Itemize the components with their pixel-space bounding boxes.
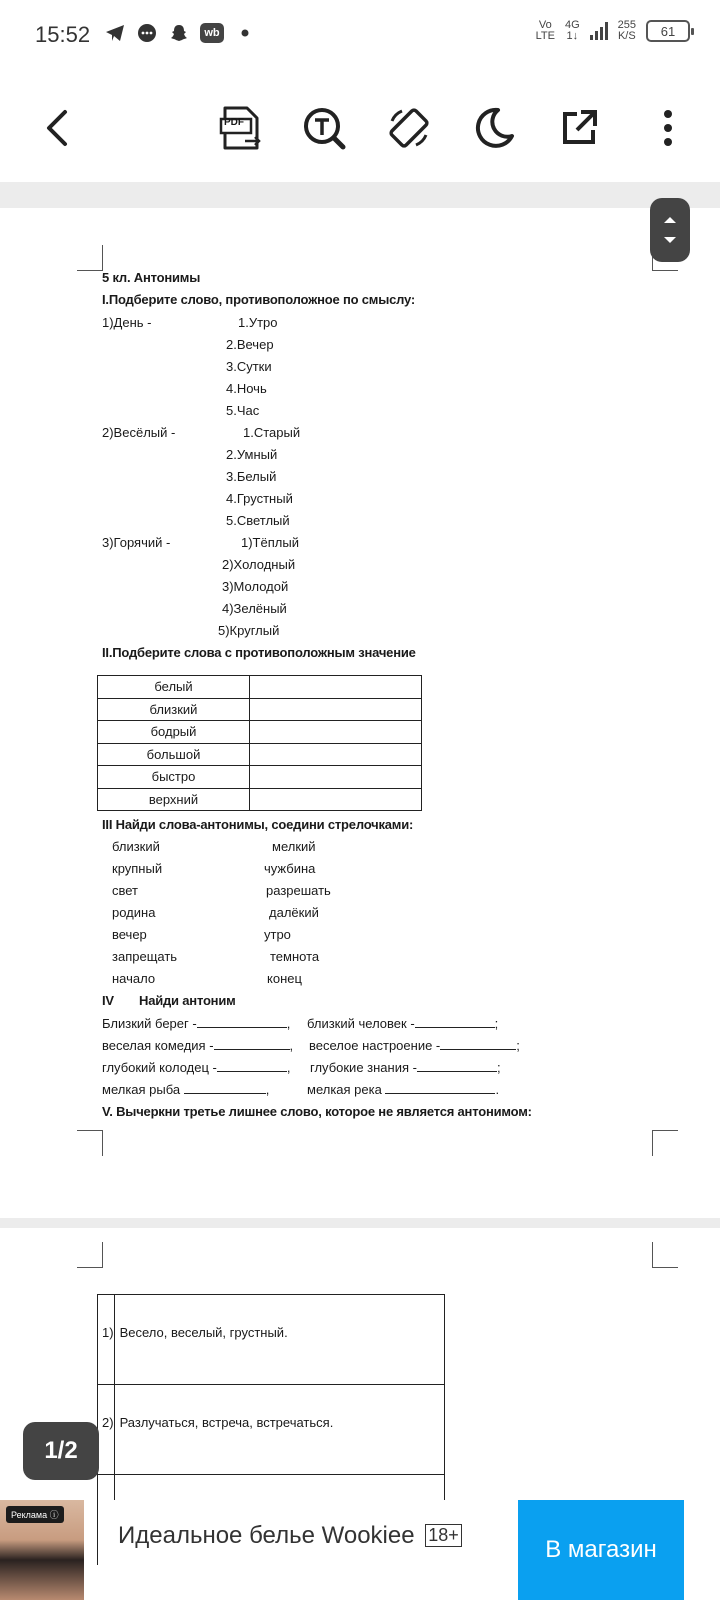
- network-type-bottom: 1↓: [566, 30, 579, 42]
- task3-right-word: разрешать: [266, 883, 331, 898]
- q2-option: 2.Умный: [226, 447, 278, 462]
- task4-number: IV: [102, 993, 114, 1008]
- q1-option: 3.Сутки: [226, 359, 272, 374]
- table-cell-answer: [250, 766, 422, 789]
- task3-heading: III Найди слова-антонимы, соедини стрелочками:: [102, 817, 414, 832]
- task3-left-word: крупный: [112, 861, 163, 876]
- q1-word: 1)День -: [102, 315, 152, 330]
- table-row: [98, 788, 422, 811]
- row-number: 2): [98, 1385, 115, 1475]
- q2-word: 2)Весёлый -: [102, 425, 176, 440]
- q3-option: 4)Зелёный: [222, 601, 287, 616]
- crop-mark: [77, 245, 103, 271]
- crop-mark: [652, 1130, 678, 1156]
- q1-option: 4.Ночь: [226, 381, 267, 396]
- answer-blank: [440, 1036, 516, 1050]
- crop-mark: [77, 1242, 103, 1268]
- task4-item: веселая комедия - ,: [102, 1038, 294, 1053]
- q2-option: 3.Белый: [226, 469, 277, 484]
- dot-icon: [234, 22, 256, 44]
- row-text: Разлучаться, встреча, встречаться.: [114, 1385, 444, 1475]
- task4-item: глубокие знания - ;: [310, 1060, 501, 1075]
- table-row: [98, 1385, 445, 1475]
- table-row: [98, 698, 422, 721]
- task4-phrase: мелкая рыба: [102, 1082, 181, 1097]
- doc-title: 5 кл. Антонимы: [102, 270, 201, 285]
- rotate-screen-icon: [386, 105, 432, 151]
- share-button[interactable]: [553, 102, 605, 154]
- ad-text-line: [118, 1522, 462, 1550]
- age-rating-badge: 18+: [425, 1524, 462, 1547]
- ad-label[interactable]: [6, 1506, 64, 1523]
- external-link-icon: [559, 108, 599, 148]
- task4-item: Близкий берег - ,: [102, 1016, 291, 1031]
- task3-right-word: чужбина: [264, 861, 316, 876]
- arrow-up-icon: [663, 216, 677, 224]
- answer-blank: [217, 1058, 287, 1072]
- q1-option: 5.Час: [226, 403, 260, 418]
- notification-icons: [104, 22, 256, 44]
- q3-option: 5)Круглый: [218, 623, 280, 638]
- table-row: [98, 1295, 445, 1385]
- task4-item: глубокий колодец - ,: [102, 1060, 291, 1075]
- chat-bubble-icon: [136, 22, 158, 44]
- q2-option: 1.Старый: [243, 425, 301, 440]
- table-cell-word: близкий: [98, 698, 250, 721]
- task2-table: [97, 675, 422, 811]
- table-cell-word: бодрый: [98, 721, 250, 744]
- table-cell-answer: [250, 676, 422, 699]
- answer-blank: [385, 1080, 495, 1094]
- pdf-icon: [219, 105, 263, 151]
- table-cell-word: белый: [98, 676, 250, 699]
- text-search-icon: [301, 105, 347, 151]
- crop-mark: [652, 1242, 678, 1268]
- answer-blank: [184, 1080, 266, 1094]
- night-mode-button[interactable]: [468, 102, 520, 154]
- task5-heading: V. Вычеркни третье лишнее слово, которое не является антонимом:: [102, 1104, 532, 1119]
- table-row: [98, 766, 422, 789]
- clock: 15:52: [35, 22, 91, 47]
- table-cell-answer: [250, 788, 422, 811]
- task4-heading: Найди антоним: [139, 993, 236, 1008]
- task3-right-word: конец: [267, 971, 302, 986]
- ad-label-text: Реклама: [11, 1510, 48, 1520]
- table-cell-word: верхний: [98, 788, 250, 811]
- row-number: 1): [98, 1295, 115, 1385]
- ad-banner[interactable]: [0, 1500, 720, 1600]
- rotate-button[interactable]: [383, 102, 435, 154]
- answer-blank: [417, 1058, 497, 1072]
- task2-heading: II.Подберите слова с противоположным значение: [102, 645, 416, 660]
- task3-left-word: запрещать: [112, 949, 178, 964]
- task4-phrase: мелкая река: [307, 1082, 382, 1097]
- task4-item: мелкая рыба ,: [102, 1082, 270, 1097]
- arrow-down-icon: [663, 236, 677, 244]
- task4-phrase: глубокий колодец -: [102, 1060, 217, 1075]
- table-cell-word: быстро: [98, 766, 250, 789]
- moon-icon: [472, 106, 516, 150]
- battery-icon: [646, 20, 690, 42]
- q3-word: 3)Горячий -: [102, 535, 171, 550]
- volte-top: Vo: [538, 19, 552, 31]
- answer-blank: [214, 1036, 290, 1050]
- q3-option: 3)Молодой: [222, 579, 289, 594]
- ad-headline: Идеальное белье Wookiee: [118, 1522, 415, 1549]
- wb-app-icon: wb: [200, 23, 224, 43]
- document-page-1: [0, 208, 720, 1218]
- task3-left-word: свет: [112, 883, 139, 898]
- q1-option: 2.Вечер: [226, 337, 274, 352]
- answer-blank: [197, 1014, 287, 1028]
- net-speed: [618, 20, 636, 42]
- volte-indicator: [536, 20, 555, 42]
- table-cell-answer: [250, 698, 422, 721]
- chevron-left-icon: [41, 108, 71, 148]
- task3-left-word: начало: [112, 971, 156, 986]
- row-text: Весело, веселый, грустный.: [114, 1295, 444, 1385]
- task3-left-word: вечер: [112, 927, 147, 942]
- pdf-label: PDF: [224, 117, 244, 128]
- q1-option: 1.Утро: [238, 315, 278, 330]
- network-type-top: 4G: [564, 19, 580, 31]
- battery-level: 61: [660, 23, 676, 39]
- more-menu-button[interactable]: [642, 102, 694, 154]
- table-row: [98, 721, 422, 744]
- task4-phrase: близкий человек -: [307, 1016, 415, 1031]
- task3-right-word: утро: [264, 927, 291, 942]
- q3-option: 1)Тёплый: [241, 535, 299, 550]
- task3-left-word: родина: [112, 905, 156, 920]
- text-search-button[interactable]: [298, 102, 350, 154]
- status-bar: [0, 0, 720, 72]
- ad-image[interactable]: [0, 1500, 84, 1600]
- task4-item: веселое настроение - ;: [309, 1038, 520, 1053]
- table-row: [98, 743, 422, 766]
- network-type-indicator: [565, 20, 580, 42]
- task4-phrase: глубокие знания -: [310, 1060, 417, 1075]
- ad-content[interactable]: [98, 1500, 518, 1600]
- crop-mark: [77, 1130, 103, 1156]
- table-cell-answer: [250, 721, 422, 744]
- pdf-convert-button[interactable]: [215, 102, 267, 154]
- ad-shop-button[interactable]: В магазин: [518, 1500, 684, 1600]
- net-speed-unit: K/S: [617, 30, 636, 42]
- back-button[interactable]: [30, 102, 82, 154]
- snapchat-icon: [168, 22, 190, 44]
- system-indicators: [536, 20, 690, 42]
- q2-option: 4.Грустный: [226, 491, 293, 506]
- table-cell-answer: [250, 743, 422, 766]
- page-scroll-handle[interactable]: [650, 198, 690, 262]
- q2-option: 5.Светлый: [226, 513, 290, 528]
- viewer-toolbar: [0, 72, 720, 182]
- net-speed-value: 255: [617, 19, 636, 31]
- task4-phrase: Близкий берег -: [102, 1016, 197, 1031]
- table-row: [98, 676, 422, 699]
- task3-right-word: далёкий: [269, 905, 319, 920]
- answer-blank: [415, 1014, 495, 1028]
- task4-phrase: веселая комедия -: [102, 1038, 214, 1053]
- q3-option: 2)Холодный: [222, 557, 296, 572]
- task3-right-word: темнота: [270, 949, 320, 964]
- table-cell-word: большой: [98, 743, 250, 766]
- task3-left-word: близкий: [112, 839, 160, 854]
- task3-right-word: мелкий: [272, 839, 316, 854]
- page-indicator: 1/2: [23, 1422, 99, 1480]
- task1-heading: I.Подберите слово, противоположное по смыслу:: [102, 292, 415, 307]
- task4-phrase: веселое настроение -: [309, 1038, 441, 1053]
- signal-icon: [590, 22, 608, 40]
- telegram-icon: [104, 22, 126, 44]
- volte-bottom: LTE: [535, 30, 555, 42]
- task4-item: мелкая река .: [307, 1082, 500, 1097]
- task4-item: близкий человек - ;: [307, 1016, 499, 1031]
- more-vertical-icon: [662, 108, 674, 148]
- info-icon: ⓘ: [49, 1510, 59, 1520]
